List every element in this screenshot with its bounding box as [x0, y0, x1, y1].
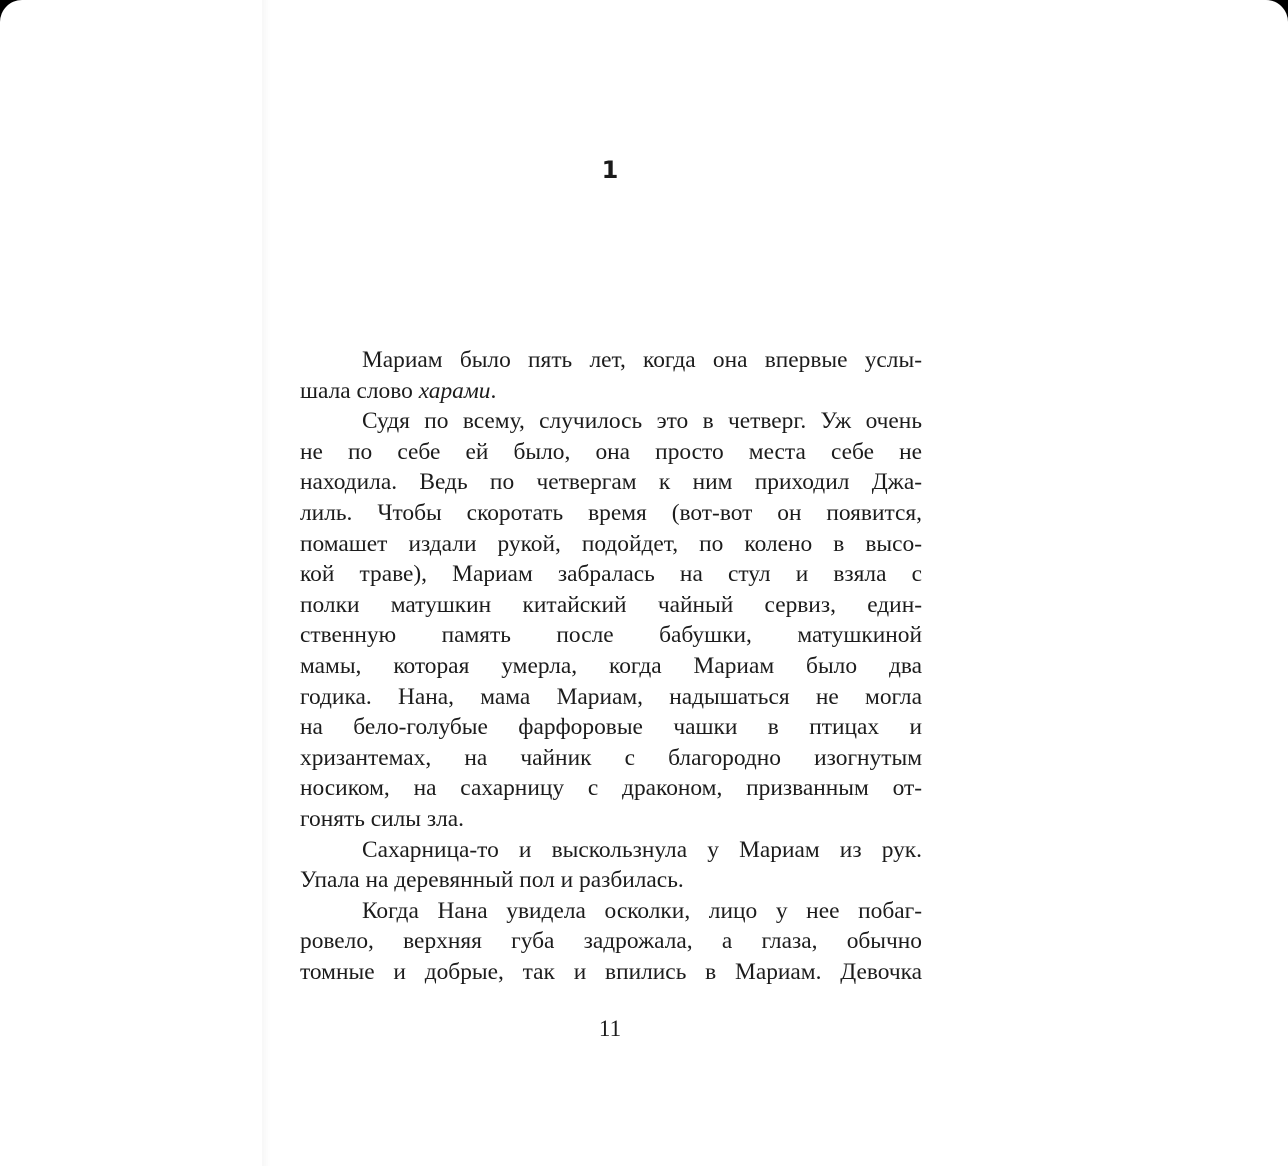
text-line: Сахарница-то и выскользнула у Мариам из рук. — [362, 836, 922, 863]
body-text — [300, 345, 922, 987]
text-line: на бело-голубые фарфоровые чашки в птицах и — [300, 714, 922, 741]
text-line: хризантемах, на чайник с благородно изогнутым — [300, 744, 922, 771]
text-line: находила. Ведь по четвергам к ним приходил Джа- — [300, 469, 922, 496]
text-line: Упала на деревянный пол и разбилась. — [300, 867, 684, 894]
chapter-number: 1 — [601, 156, 619, 184]
text-line-part: шала слово — [300, 377, 419, 404]
text-line: лиль. Чтобы скоротать время (вот-вот он появится, — [300, 499, 922, 526]
paragraph-2 — [300, 406, 922, 834]
text-line: кой траве), Мариам забралась на стул и взяла с — [300, 561, 922, 588]
italic-word: харами — [418, 377, 491, 404]
paragraph-1 — [300, 345, 922, 406]
text-line: полки матушкин китайский чайный сервиз, един- — [300, 591, 922, 618]
text-line — [300, 376, 922, 407]
text-line: не по себе ей было, она просто места себе не — [300, 438, 922, 465]
paragraph-4 — [300, 896, 922, 988]
text-line: Когда Нана увидела осколки, лицо у нее побаг- — [362, 897, 922, 924]
text-line: носиком, на сахарницу с драконом, призванным от- — [300, 775, 922, 802]
text-line: ровело, верхняя губа задрожала, а глаза, обычно — [300, 928, 922, 955]
text-line: помашет издали рукой, подойдет, по колено в высо- — [300, 530, 922, 557]
paragraph-3 — [300, 835, 922, 896]
text-line: Судя по всему, случилось это в четверг. Уж очень — [362, 408, 922, 435]
text-line: годика. Нана, мама Мариам, надышаться не могла — [300, 683, 922, 710]
text-line: Мариам было пять лет, когда она впервые услы- — [362, 347, 922, 373]
text-line: гонять силы зла. — [300, 805, 464, 832]
text-line: ственную память после бабушки, матушкиной — [300, 622, 922, 649]
text-line-part: . — [490, 377, 497, 404]
page-number: 11 — [598, 1016, 622, 1041]
text-line: мамы, которая умерла, когда Мариам было два — [300, 652, 922, 679]
text-line: томные и добрые, так и впились в Мариам. Девочка — [300, 958, 922, 985]
